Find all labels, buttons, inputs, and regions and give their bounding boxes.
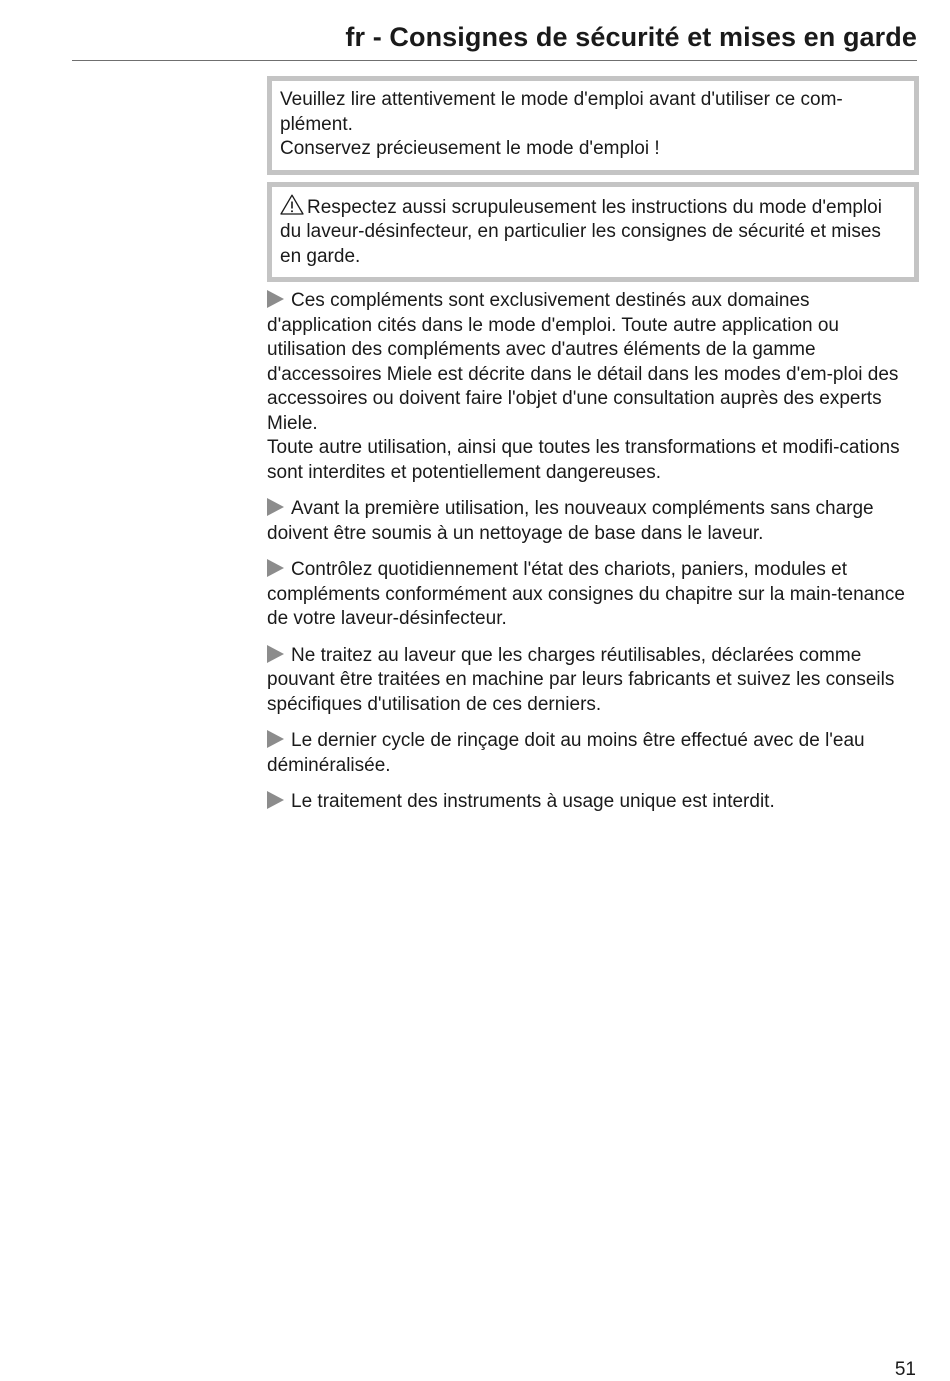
safety-item-text: Ces compléments sont exclusivement destinés aux domaines d'application cités dans le mode d'emploi. Toute autre application ou utilisation des compléments avec d'autres éléments de la gamme d'accessoires Miele est décrite dans le détail dans les modes d'em-ploi des accessoires ou doivent faire l'objet d'une consultation auprès des experts Miele. <box>267 290 899 434</box>
safety-item-first-use <box>267 497 919 546</box>
warning-paragraph <box>280 194 906 270</box>
safety-item-text: Contrôlez quotidiennement l'état des chariots, paniers, modules et compléments conformément aux consignes du chapitre sur la main-tenance de votre laveur-désinfecteur. <box>267 559 905 629</box>
arrow-right-icon <box>267 498 284 516</box>
page-number: 51 <box>894 1359 916 1380</box>
arrow-right-icon <box>267 290 284 308</box>
safety-item-text: Avant la première utilisation, les nouveaux compléments sans charge doivent être soumis à un nettoyage de base dans le laveur. <box>267 498 874 544</box>
keep-manual-text: Conservez précieusement le mode d'emploi ! <box>280 138 660 159</box>
arrow-right-icon <box>267 645 284 663</box>
read-manual-notice <box>267 76 919 175</box>
safety-item-final-rinse <box>267 729 919 778</box>
read-manual-text: Veuillez lire attentivement le mode d'emploi avant d'utiliser ce com-plément. <box>280 89 843 135</box>
safety-item-intended-use <box>267 289 919 485</box>
safety-item-daily-check <box>267 558 919 632</box>
safety-item-text: Le traitement des instruments à usage unique est interdit. <box>291 791 775 812</box>
arrow-right-icon <box>267 559 284 577</box>
warning-triangle-icon <box>280 194 304 215</box>
warning-text: Respectez aussi scrupuleusement les instructions du mode d'emploi du laveur-désinfecteur, en particulier les consignes de sécurité et mises en garde. <box>280 196 882 267</box>
safety-item-text: Le dernier cycle de rinçage doit au moins être effectué avec de l'eau déminéralisée. <box>267 730 865 776</box>
header-divider <box>72 60 917 61</box>
arrow-right-icon <box>267 730 284 748</box>
page-title: fr - Consignes de sécurité et mises en garde <box>345 22 917 52</box>
safety-item-text: Ne traitez au laveur que les charges réutilisables, déclarées comme pouvant être traitées en machine par leurs fabricants et suivez les conseils spécifiques d'utilisation de ces derniers. <box>267 644 895 715</box>
main-content <box>267 76 919 827</box>
arrow-right-icon <box>267 791 284 809</box>
safety-item-text-continued: Toute autre utilisation, ainsi que toutes les transformations et modifi-cations sont interdites et potentiellement dangereuses. <box>267 437 900 483</box>
warning-notice <box>267 182 919 283</box>
safety-item-single-use <box>267 790 919 815</box>
safety-item-reusable-loads <box>267 644 919 718</box>
